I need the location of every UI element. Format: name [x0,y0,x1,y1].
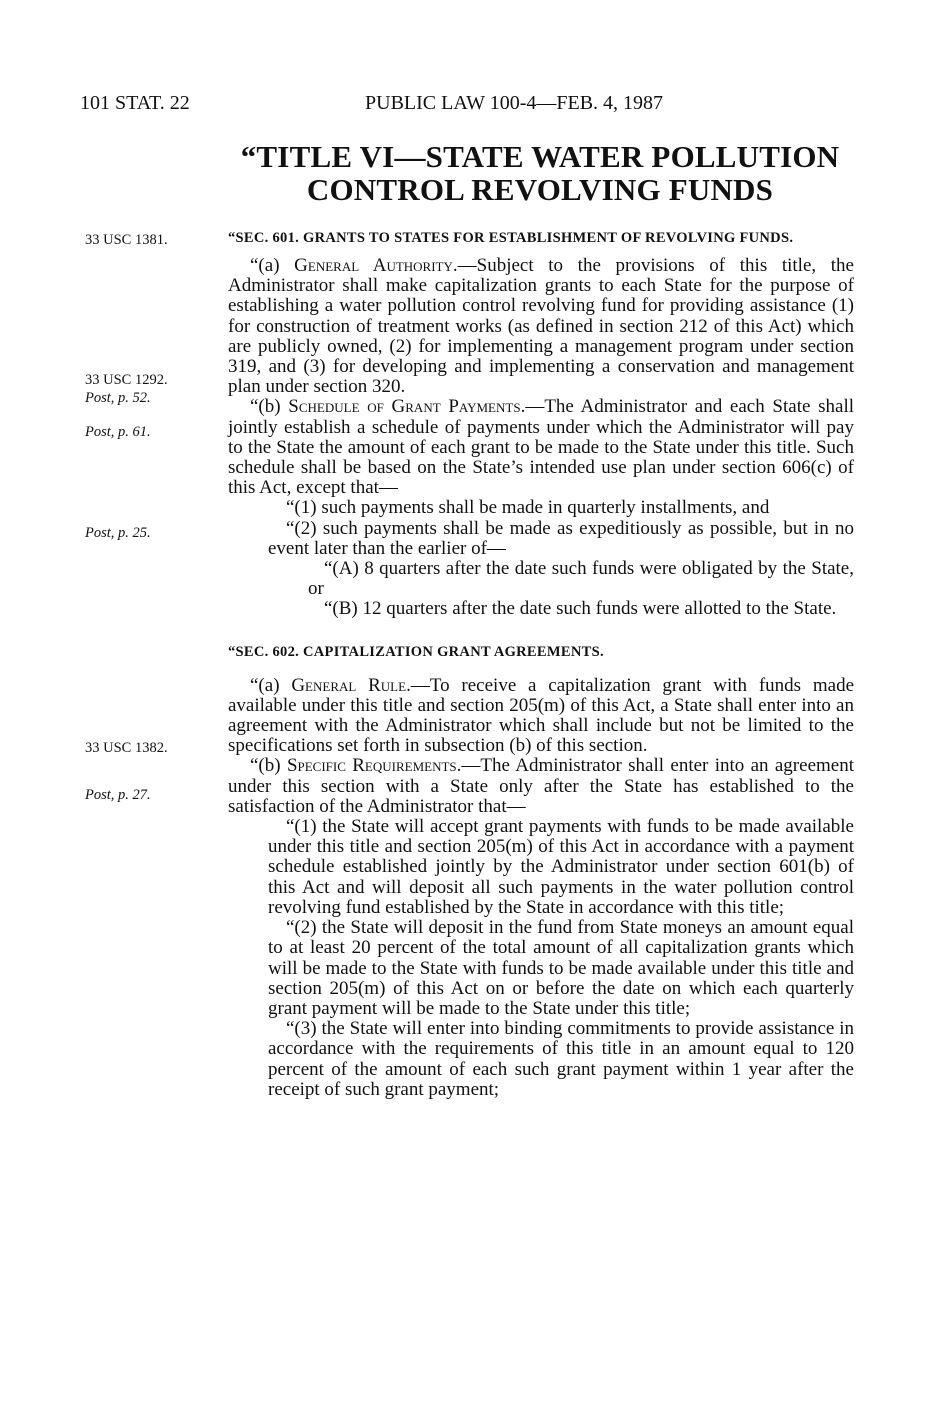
page-header [80,92,860,122]
section-601-b-text: .—The Administrator and each State shall jointly establish a schedule of payments under which the Administrator will pay to the State the amount of each grant to be made to the State under this title. Such schedule shall be based on the State’s intended use plan under section 606(c) of this Act, except that— [228,396,854,499]
margin-note-post-25: Post, p. 25. [85,525,151,541]
section-602-heading: “SEC. 602. CAPITALIZATION GRANT AGREEMENTS. [228,643,604,660]
section-601-a-text: .—Subject to the provisions of this title, the Administrator shall make capitalization grants to each State for the purpose of establishing a water pollution control revolving fund for providing assistance (1) for construction of treatment works (as defined in section 212 of this Act) which are publicly owned, (2) for implementing a management program under section 319, and (3) for developing and implementing a conservation and management plan under section 320. [228,255,854,398]
section-601-a [228,256,854,397]
section-602-a [228,676,854,757]
section-602-b-label: Specific Requirements [286,755,457,777]
section-602-b-1: “(1) the State will accept grant payments with funds to be made available under this title and section 205(m) of this Act in accordance with a payment schedule established jointly by the Administrator under section 601(b) of this Act and will deposit all such payments in the water pollution control revolving fund established by the State in accordance with this title; [268,816,854,918]
margin-note-usc-1382: 33 USC 1382. [85,740,168,756]
section-601-a-open: “(a) [250,255,295,276]
section-602-b-2: “(2) the State will deposit in the fund from State moneys an amount equal to at least 20 percent of the total amount of all capitalization grants which will be made to the State with funds to be made available under this title and section 205(m) of this Act on or before the date on which each quarterly grant payment will be made to the State under this title; [268,917,854,1019]
section-602-a-open: “(a) [250,674,292,696]
section-601-b-2-A: “(A) 8 quarters after the date such funds were obligated by the State, or [308,558,854,600]
title-line-2: CONTROL REVOLVING FUNDS [306,172,774,207]
section-601-b-2: “(2) such payments shall be made as expeditiously as possible, but in no event later than the earlier of— [268,517,854,559]
section-601-heading: “SEC. 601. GRANTS TO STATES FOR ESTABLISHMENT OF REVOLVING FUNDS. [228,230,794,246]
section-602-a-text: .—To receive a capitalization grant with funds made available under this title and section 205(m) of this Act, a State shall enter into an agreement with the Administrator which shall include but not be limited to the specifications set forth in subsection (b) of this section. [228,674,855,757]
section-602-b [228,756,854,817]
section-602-b-text: .—The Administrator shall enter into an agreement under this section with a State only after the State has established to the satisfaction of the Administrator that— [228,755,854,817]
title-line-1: “TITLE VI—STATE WATER POLLUTION [240,139,840,174]
margin-note-post-61: Post, p. 61. [85,424,151,440]
title-heading [200,140,880,206]
margin-note-usc-1292: 33 USC 1292. [85,372,168,388]
stat-page-number: 101 STAT. 22 [80,92,190,114]
margin-note-post-27: Post, p. 27. [85,787,151,803]
section-602-a-label: General Rule [291,674,407,696]
section-601-a-label: General Authority [294,255,453,276]
margin-note-post-52: Post, p. 52. [85,390,151,406]
section-601-b-1: “(1) such payments shall be made in quarterly installments, and [286,497,770,519]
public-law-citation: PUBLIC LAW 100-4—FEB. 4, 1987 [365,92,664,114]
statute-body [228,228,854,1100]
section-601-b-open: “(b) [250,396,289,418]
section-601-b-label: Schedule of Grant Payments [288,396,521,418]
section-601-b-2-B: “(B) 12 quarters after the date such funds were allotted to the State. [324,598,837,620]
section-602-b-3: “(3) the State will enter into binding commitments to provide assistance in accordance with the requirements of this title in an amount equal to 120 percent of the amount of each such grant payment within 1 year after the receipt of such grant payment; [268,1018,854,1100]
section-601-b [228,397,854,498]
margin-note-usc-1381: 33 USC 1381. [85,232,168,248]
section-602-b-open: “(b) [250,755,287,777]
